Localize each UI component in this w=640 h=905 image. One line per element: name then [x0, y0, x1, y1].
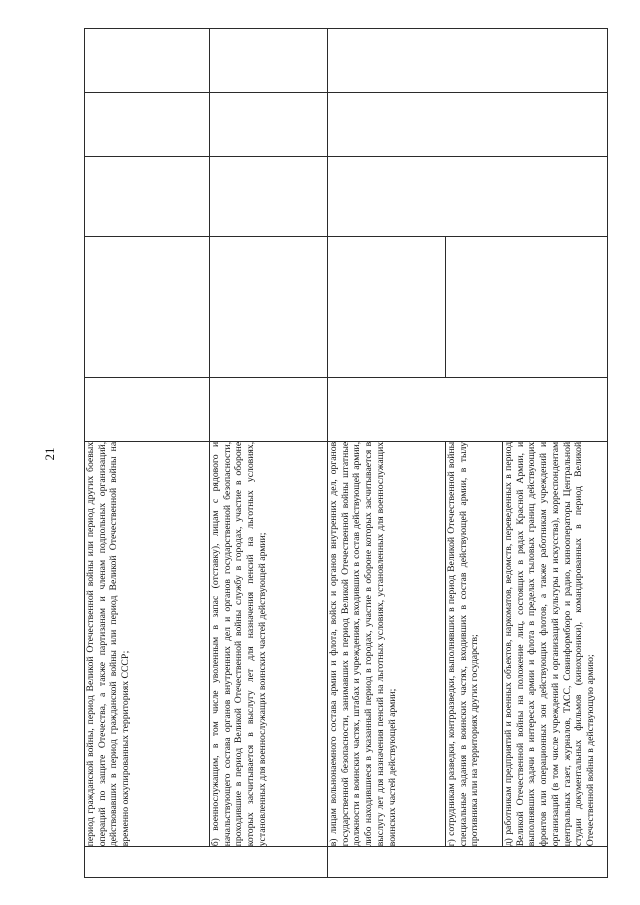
- table-cell: [85, 156, 210, 236]
- category-text: г) сотрудникам разведки, контрразведки, выполнявших в период Великой Отечественной войны специальные задания в воинских частях, входивших в состав действующей армии, в тылу противника или на территориях других государств;: [446, 441, 481, 847]
- table-cell: [210, 29, 328, 93]
- category-text: д) работникам предприятий и военных объектов, наркоматов, ведомств, переведенных в период Великой Отечественной войны на положение лиц, состоящих в рядах Красной Армии, и выполнявших задачи в интересах армии и флота в пределах тыловых границ действующих фронтов или операционных зон действующих флотов, а также работникам учреждений и организаций (в том числе учреждений и организаций культуры и искусства), корреспондентам центральных газет, журналов, ТАСС, Совинформбюро и радио, кинооператоры Центральной студии документальных фильмов (кинохроники), командированных в период Великой Отечественной войны в действующую армию;: [503, 441, 596, 847]
- table-cell: [85, 377, 210, 441]
- table-cell: [328, 29, 608, 93]
- category-text-cell: [503, 441, 608, 846]
- table-row: [85, 29, 210, 878]
- benefits-table: [84, 28, 608, 878]
- table-row: [210, 29, 328, 878]
- page-number: 21: [42, 447, 57, 461]
- category-text: период гражданской войны, период Великой Отечественной войны или период других боевых операций по защите Отечества, а также партизанам и членам подпольных организаций, действовавших в период гражданской войны или период Великой Отечественной войны на временно оккупированных территориях СССР;: [85, 441, 132, 847]
- category-text-cell: [328, 441, 446, 846]
- table-cell: [328, 156, 608, 236]
- category-text: б) военнослужащим, в том числе уволенным в запас (отставку), лицам с рядового и начальствующего состава органов внутренних дел и органов государственной безопасности, проходившие в период Великой Отечественной войны службу в городах, участие в обороне которых засчитывается в выслугу лет для назначения пенсий на льготных условиях, установленных для военнослужащих воинских частей действующей армии;: [210, 441, 268, 847]
- category-text: в) лицам вольнонаемного состава армии и флота, войск и органов внутренних дел, органов государственной безопасности, занимавших в период Великой Отечественной войны штатные должности в воинских частях, штабах и учреждениях, входивших в состав действующей армии, либо находившиеся в указанный период в городах, участие в обороне которых засчитывается в выслугу лет для назначения пенсий на льготных условиях, установленных для военнослужащих воинских частей действующей армии;: [328, 441, 398, 847]
- table-cell: [210, 236, 328, 377]
- table-cell: [210, 92, 328, 156]
- table-cell: [446, 236, 608, 377]
- table-cell: [328, 92, 608, 156]
- table-row: [328, 29, 446, 878]
- category-text-cell: [446, 441, 503, 846]
- row-number-cell: [85, 847, 328, 878]
- table-cell: [85, 29, 210, 93]
- table-cell: [328, 377, 608, 441]
- table-cell: [210, 377, 328, 441]
- table-cell: [328, 236, 446, 377]
- rotated-table-container: [84, 28, 608, 878]
- category-text-cell: [210, 441, 328, 846]
- table-cell: [85, 92, 210, 156]
- table-cell: [210, 156, 328, 236]
- table-cell: [85, 236, 210, 377]
- category-text-cell: [85, 441, 210, 846]
- row-number-cell: [328, 847, 608, 878]
